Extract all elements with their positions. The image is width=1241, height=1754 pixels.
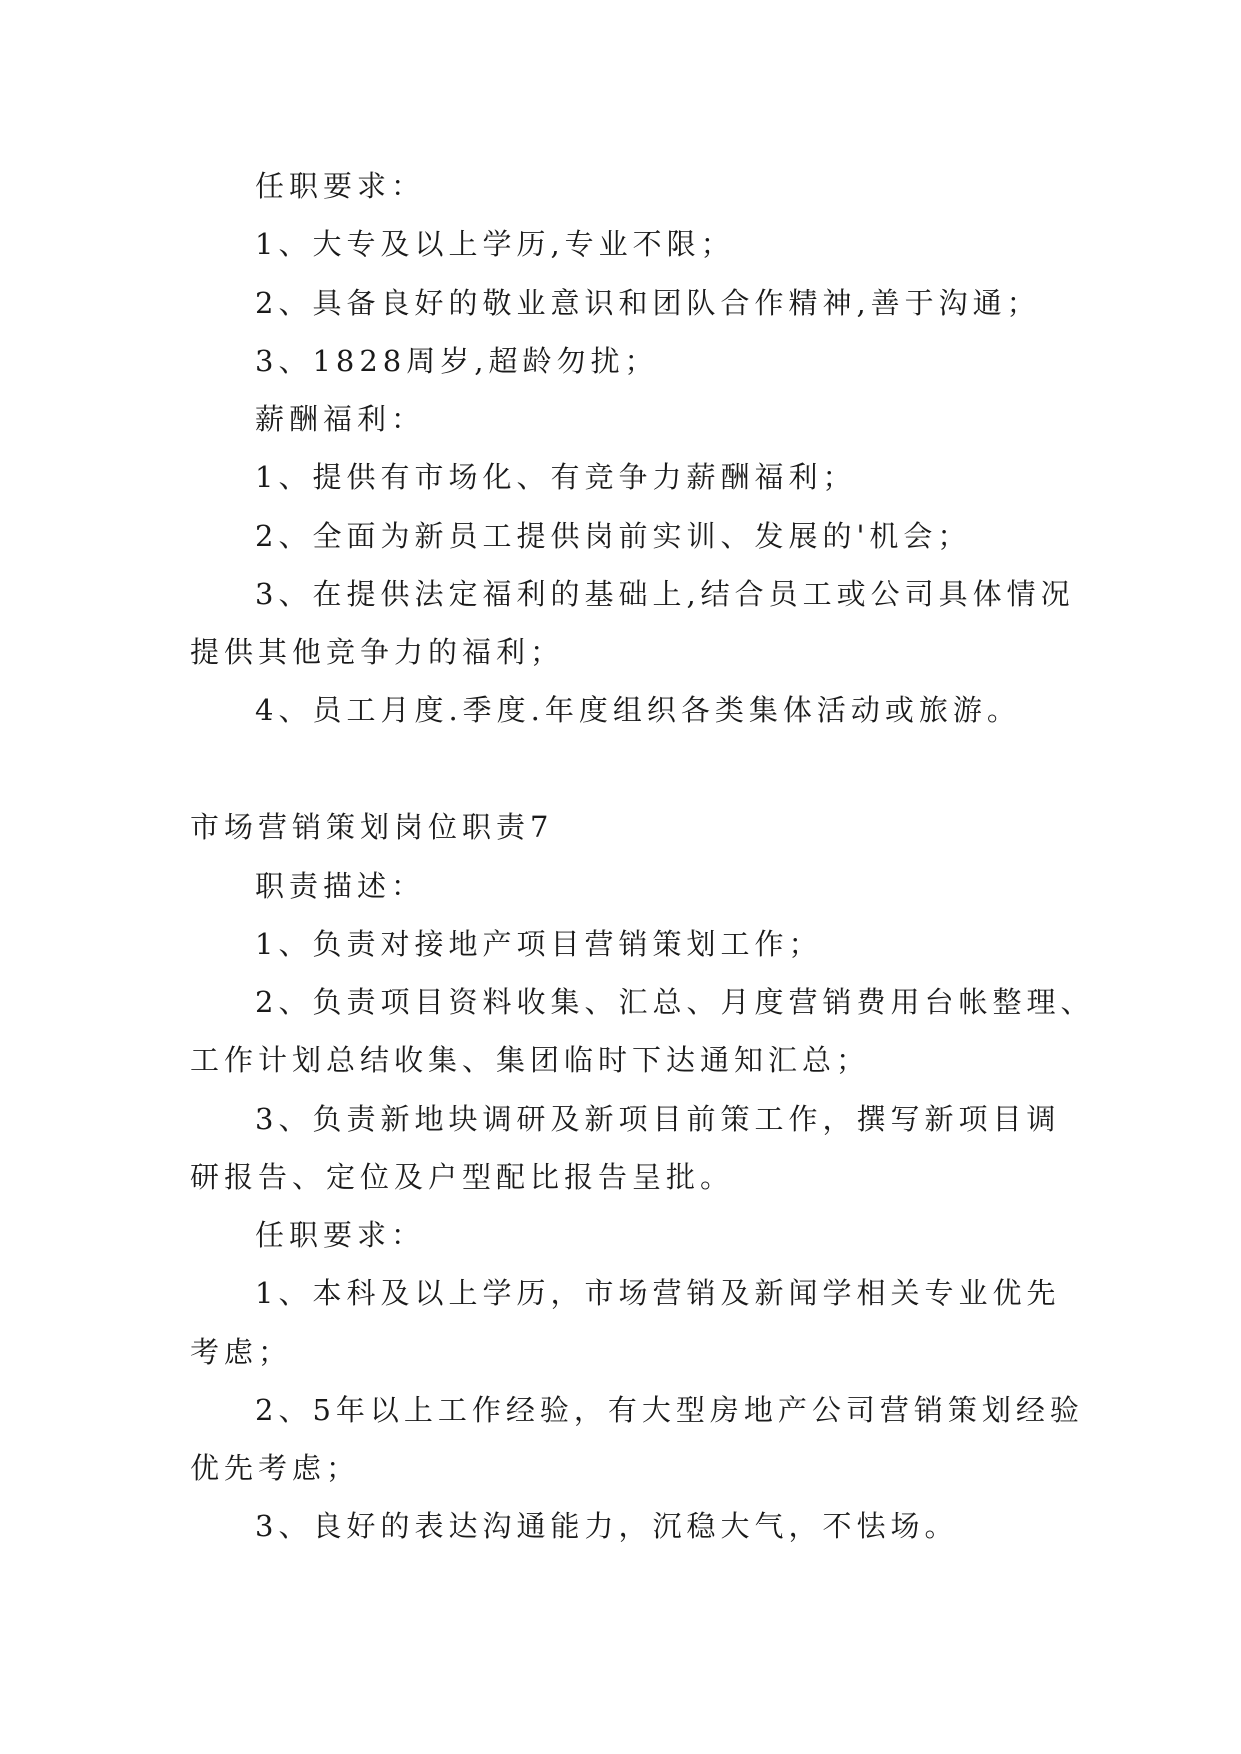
- requirement-item-1: 1、大专及以上学历,专业不限；: [255, 227, 735, 261]
- requirement-item-3: 3、1828周岁,超龄勿扰；: [255, 344, 659, 378]
- benefit-item-2: 2、全面为新员工提供岗前实训、发展的'机会；: [255, 519, 972, 553]
- req-item-3: 3、良好的表达沟通能力，沉稳大气，不怯场。: [255, 1509, 959, 1543]
- duty-item-2-line1: 2、负责项目资料收集、汇总、月度营销费用台帐整理、: [255, 985, 1095, 1019]
- benefits-heading: 薪酬福利：: [255, 402, 426, 436]
- duties-heading: 职责描述：: [255, 869, 426, 903]
- requirement-item-2: 2、具备良好的敬业意识和团队合作精神,善于沟通；: [255, 286, 1041, 320]
- req-item-2-line1: 2、5年以上工作经验，有大型房地产公司营销策划经验: [255, 1393, 1084, 1427]
- req-item-1-line1: 1、本科及以上学历，市场营销及新闻学相关专业优先: [255, 1276, 1061, 1310]
- duty-item-3-line2: 研报告、定位及户型配比报告呈批。: [190, 1160, 735, 1194]
- benefit-item-1: 1、提供有市场化、有竞争力薪酬福利；: [255, 460, 857, 494]
- requirements-heading-2: 任职要求：: [255, 1218, 426, 1252]
- duty-item-3-line1: 3、负责新地块调研及新项目前策工作，撰写新项目调: [255, 1102, 1061, 1136]
- section-title: 市场营销策划岗位职责7: [190, 810, 554, 844]
- requirements-heading: 任职要求：: [255, 169, 426, 203]
- duty-item-2-line2: 工作计划总结收集、集团临时下达通知汇总；: [190, 1043, 871, 1077]
- req-item-1-line2: 考虑；: [190, 1335, 293, 1369]
- benefit-item-3-line1: 3、在提供法定福利的基础上,结合员工或公司具体情况: [255, 577, 1075, 611]
- benefit-item-3-line2: 提供其他竞争力的福利；: [190, 635, 565, 669]
- benefit-item-4: 4、员工月度.季度.年度组织各类集体活动或旅游。: [255, 693, 1021, 727]
- req-item-2-line2: 优先考虑；: [190, 1451, 361, 1485]
- duty-item-1: 1、负责对接地产项目营销策划工作；: [255, 927, 823, 961]
